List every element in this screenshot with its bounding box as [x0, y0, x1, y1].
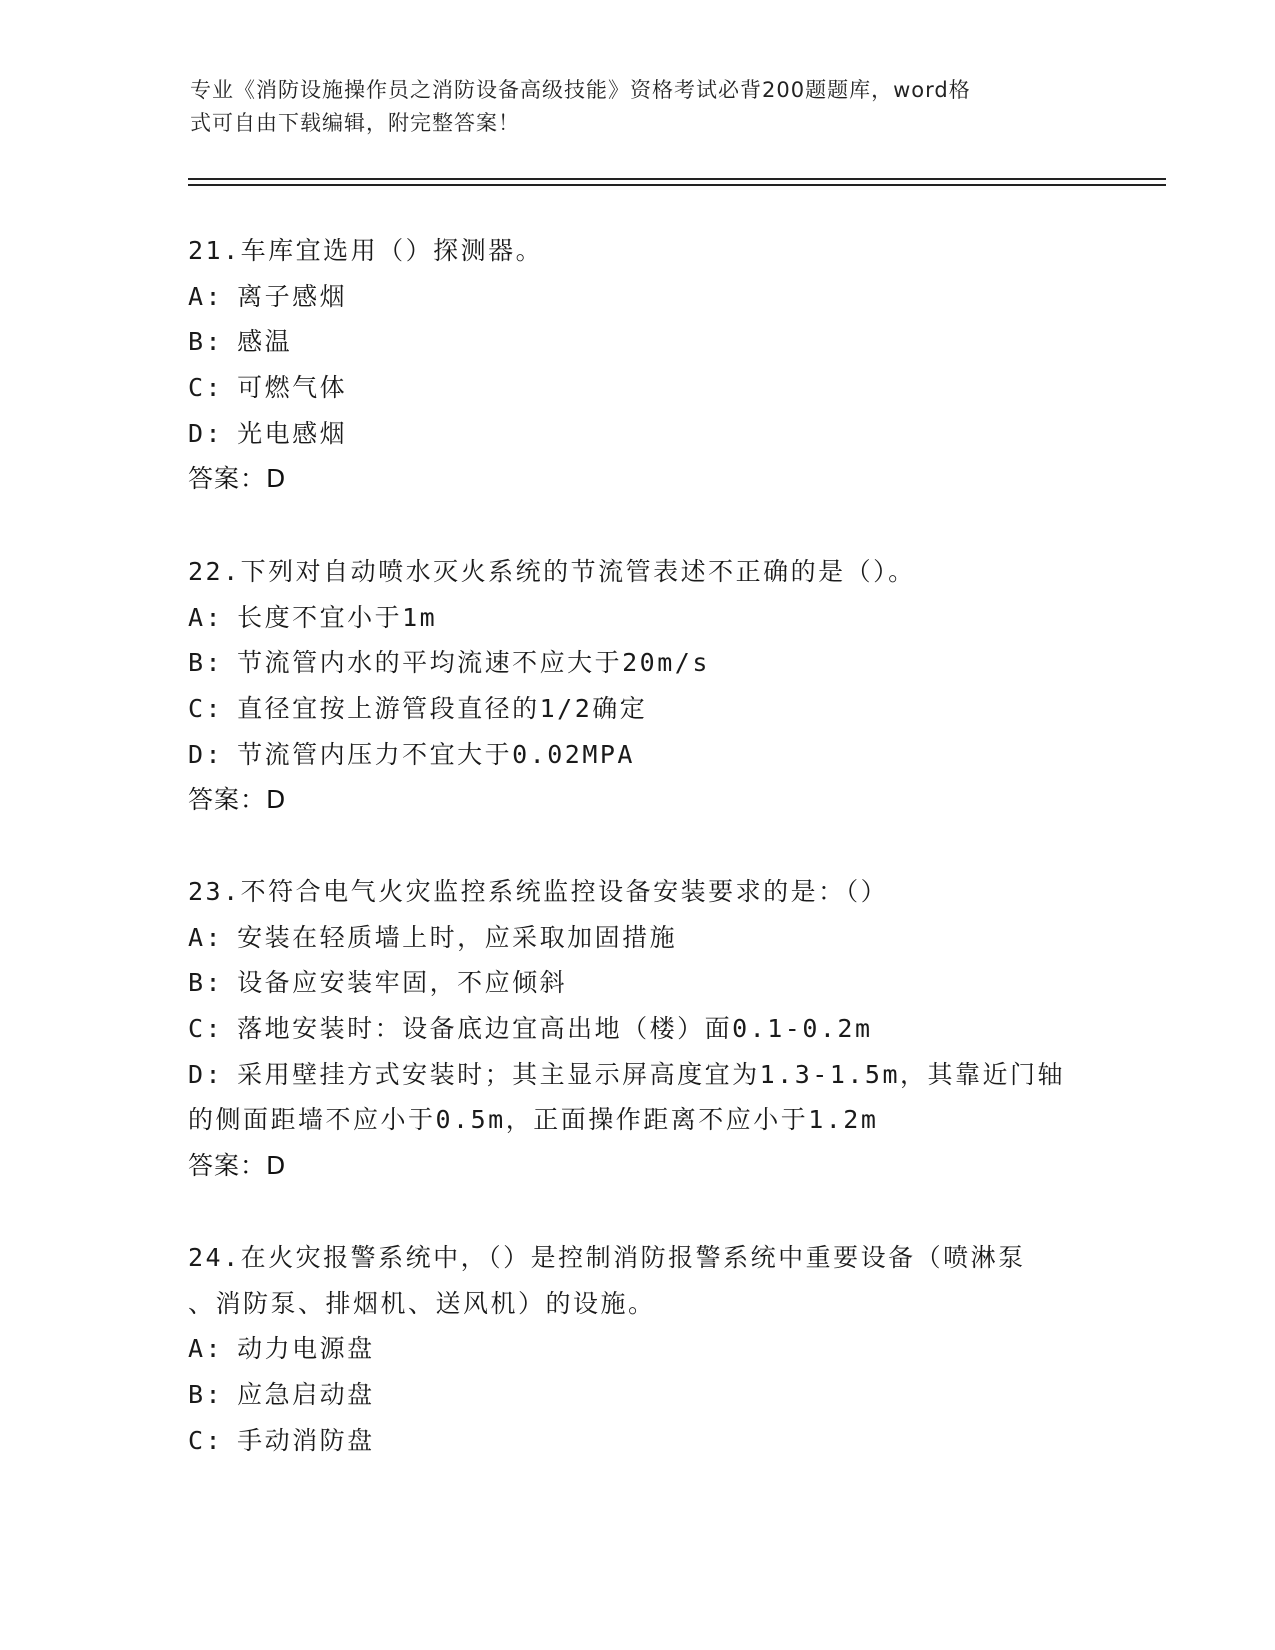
option-a [188, 595, 1088, 641]
option-text: 感温 [237, 327, 293, 357]
answer-label: 答案：D [188, 785, 287, 815]
option-d-continuation: 的侧面距墙不应小于0.5m，正面操作距离不应小于1.2m [188, 1105, 879, 1135]
option-c [188, 686, 1088, 732]
option-a [188, 274, 1088, 320]
option-a [188, 1326, 1088, 1372]
option-c [188, 1006, 1088, 1052]
header-divider-bottom [188, 184, 1166, 186]
option-text: 离子感烟 [237, 281, 348, 311]
document-header [190, 74, 1090, 140]
option-b [188, 319, 1088, 365]
option-key: D: [188, 739, 224, 769]
question-stem: 23.不符合电气火灾监控系统监控设备安装要求的是：（） [188, 877, 889, 906]
option-text: 手动消防盘 [237, 1425, 375, 1455]
option-text: 落地安装时：设备底边宜高出地（楼）面0.1-0.2m [237, 1014, 873, 1044]
option-key: B: [188, 1380, 224, 1410]
option-text: 直径宜按上游管段直径的1/2确定 [237, 694, 648, 724]
option-key: D: [188, 1059, 224, 1089]
option-key: C: [188, 1425, 224, 1455]
option-key: C: [188, 694, 224, 724]
option-text: 应急启动盘 [237, 1380, 375, 1410]
option-c [188, 1418, 1088, 1464]
option-key: C: [188, 1014, 224, 1044]
question-24 [188, 1235, 1088, 1463]
header-divider-top [188, 178, 1166, 180]
option-text: 安装在轻质墙上时，应采取加固措施 [237, 922, 678, 952]
option-d [188, 1052, 1088, 1098]
question-22 [188, 549, 1088, 823]
option-b [188, 1372, 1088, 1418]
option-d [188, 411, 1088, 457]
option-key: A: [188, 922, 224, 952]
option-text: 可燃气体 [237, 373, 348, 403]
answer-label: 答案：D [188, 464, 287, 494]
option-key: B: [188, 968, 224, 998]
option-text: 长度不宜小于1m [237, 602, 438, 632]
option-key: A: [188, 281, 224, 311]
question-stem: 22.下列对自动喷水灭火系统的节流管表述不正确的是（）。 [188, 557, 916, 586]
option-d [188, 732, 1088, 778]
option-text: 设备应安装牢固，不应倾斜 [237, 968, 568, 998]
option-b [188, 960, 1088, 1006]
option-a [188, 915, 1088, 961]
option-key: A: [188, 602, 224, 632]
option-text: 动力电源盘 [237, 1334, 375, 1364]
question-23 [188, 869, 1088, 1189]
option-key: D: [188, 418, 224, 448]
option-text: 节流管内压力不宜大于0.02MPA [237, 739, 635, 769]
option-b [188, 640, 1088, 686]
question-stem: 24.在火灾报警系统中，（）是控制消防报警系统中重要设备（喷淋泵 [188, 1243, 1026, 1272]
option-text: 采用壁挂方式安装时；其主显示屏高度宜为1.3-1.5m，其靠近门轴 [237, 1059, 1066, 1089]
question-21 [188, 228, 1088, 502]
option-text: 光电感烟 [237, 418, 348, 448]
question-stem-continuation: 、消防泵、排烟机、送风机）的设施。 [188, 1288, 656, 1318]
option-key: B: [188, 327, 224, 357]
option-c [188, 365, 1088, 411]
option-text: 节流管内水的平均流速不应大于20m/s [237, 648, 710, 678]
answer-label: 答案：D [188, 1151, 287, 1181]
header-line-1: 专业《消防设施操作员之消防设备高级技能》资格考试必背200题题库，word格 [190, 78, 971, 102]
header-line-2: 式可自由下载编辑，附完整答案！ [190, 111, 520, 135]
option-key: A: [188, 1334, 224, 1364]
option-key: B: [188, 648, 224, 678]
option-key: C: [188, 373, 224, 403]
question-stem: 21.车库宜选用（）探测器。 [188, 236, 544, 265]
